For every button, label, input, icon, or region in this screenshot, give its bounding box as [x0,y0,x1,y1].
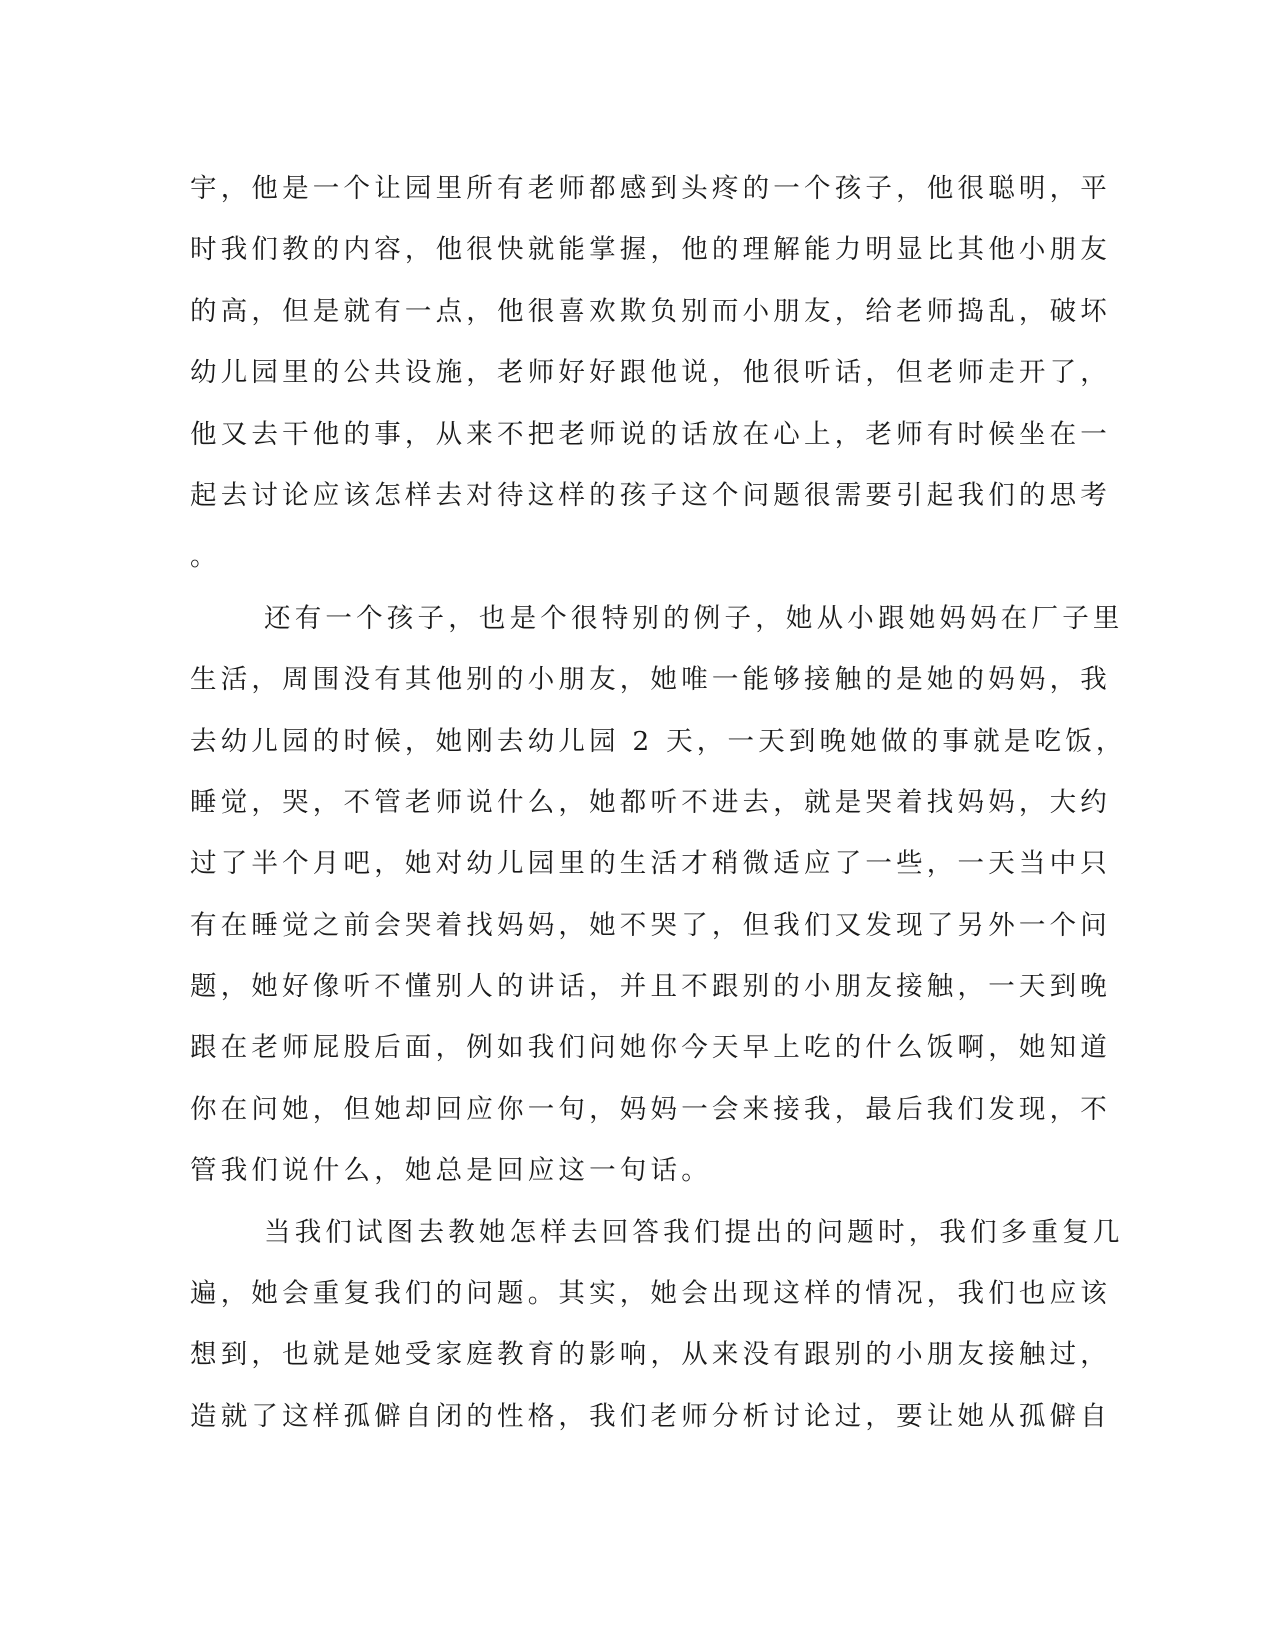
text-line: 去幼儿园的时候，她刚去幼儿园 2 天，一天到晚她做的事就是吃饭， [190,725,1127,757]
text-line: 。 [190,541,221,573]
text-line: 幼儿园里的公共设施，老师好好跟他说，他很听话，但老师走开了， [190,357,1111,389]
text-line: 时我们教的内容，他很快就能掌握，他的理解能力明显比其他小朋友 [190,234,1111,266]
text-line: 题，她好像听不懂别人的讲话，并且不跟别的小朋友接触，一天到晚 [190,971,1111,1003]
text-line: 你在问她，但她却回应你一句，妈妈一会来接我，最后我们发现，不 [190,1093,1111,1125]
text-line: 睡觉，哭，不管老师说什么，她都听不进去，就是哭着找妈妈，大约 [190,786,1111,818]
text-line: 过了半个月吧，她对幼儿园里的生活才稍微适应了一些，一天当中只 [190,848,1111,880]
text-line: 起去讨论应该怎样去对待这样的孩子这个问题很需要引起我们的思考 [190,479,1111,511]
text-line: 生活，周围没有其他别的小朋友，她唯一能够接触的是她的妈妈，我 [190,664,1111,696]
text-line: 遍，她会重复我们的问题。其实，她会出现这样的情况，我们也应该 [190,1278,1111,1310]
body-text [190,158,1127,1447]
text-line: 有在睡觉之前会哭着找妈妈，她不哭了，但我们又发现了另外一个问 [190,909,1111,941]
text-line: 的高，但是就有一点，他很喜欢欺负别而小朋友，给老师捣乱，破坏 [190,295,1111,327]
text-line: 跟在老师屁股后面，例如我们问她你今天早上吃的什么饭啊，她知道 [190,1032,1111,1064]
text-line: 宇，他是一个让园里所有老师都感到头疼的一个孩子，他很聪明，平 [190,173,1111,204]
text-line: 他又去干他的事，从来不把老师说的话放在心上，老师有时候坐在一 [190,418,1111,450]
paragraph-first-line: 当我们试图去教她怎样去回答我们提出的问题时，我们多重复几 [264,1216,1124,1248]
text-line: 造就了这样孤僻自闭的性格，我们老师分析讨论过，要让她从孤僻自 [190,1400,1111,1432]
paragraph-first-line: 还有一个孩子，也是个很特别的例子，她从小跟她妈妈在厂子里 [264,602,1124,634]
text-line: 管我们说什么，她总是回应这一句话。 [190,1155,712,1187]
text-line: 想到，也就是她受家庭教育的影响，从来没有跟别的小朋友接触过， [190,1339,1111,1371]
